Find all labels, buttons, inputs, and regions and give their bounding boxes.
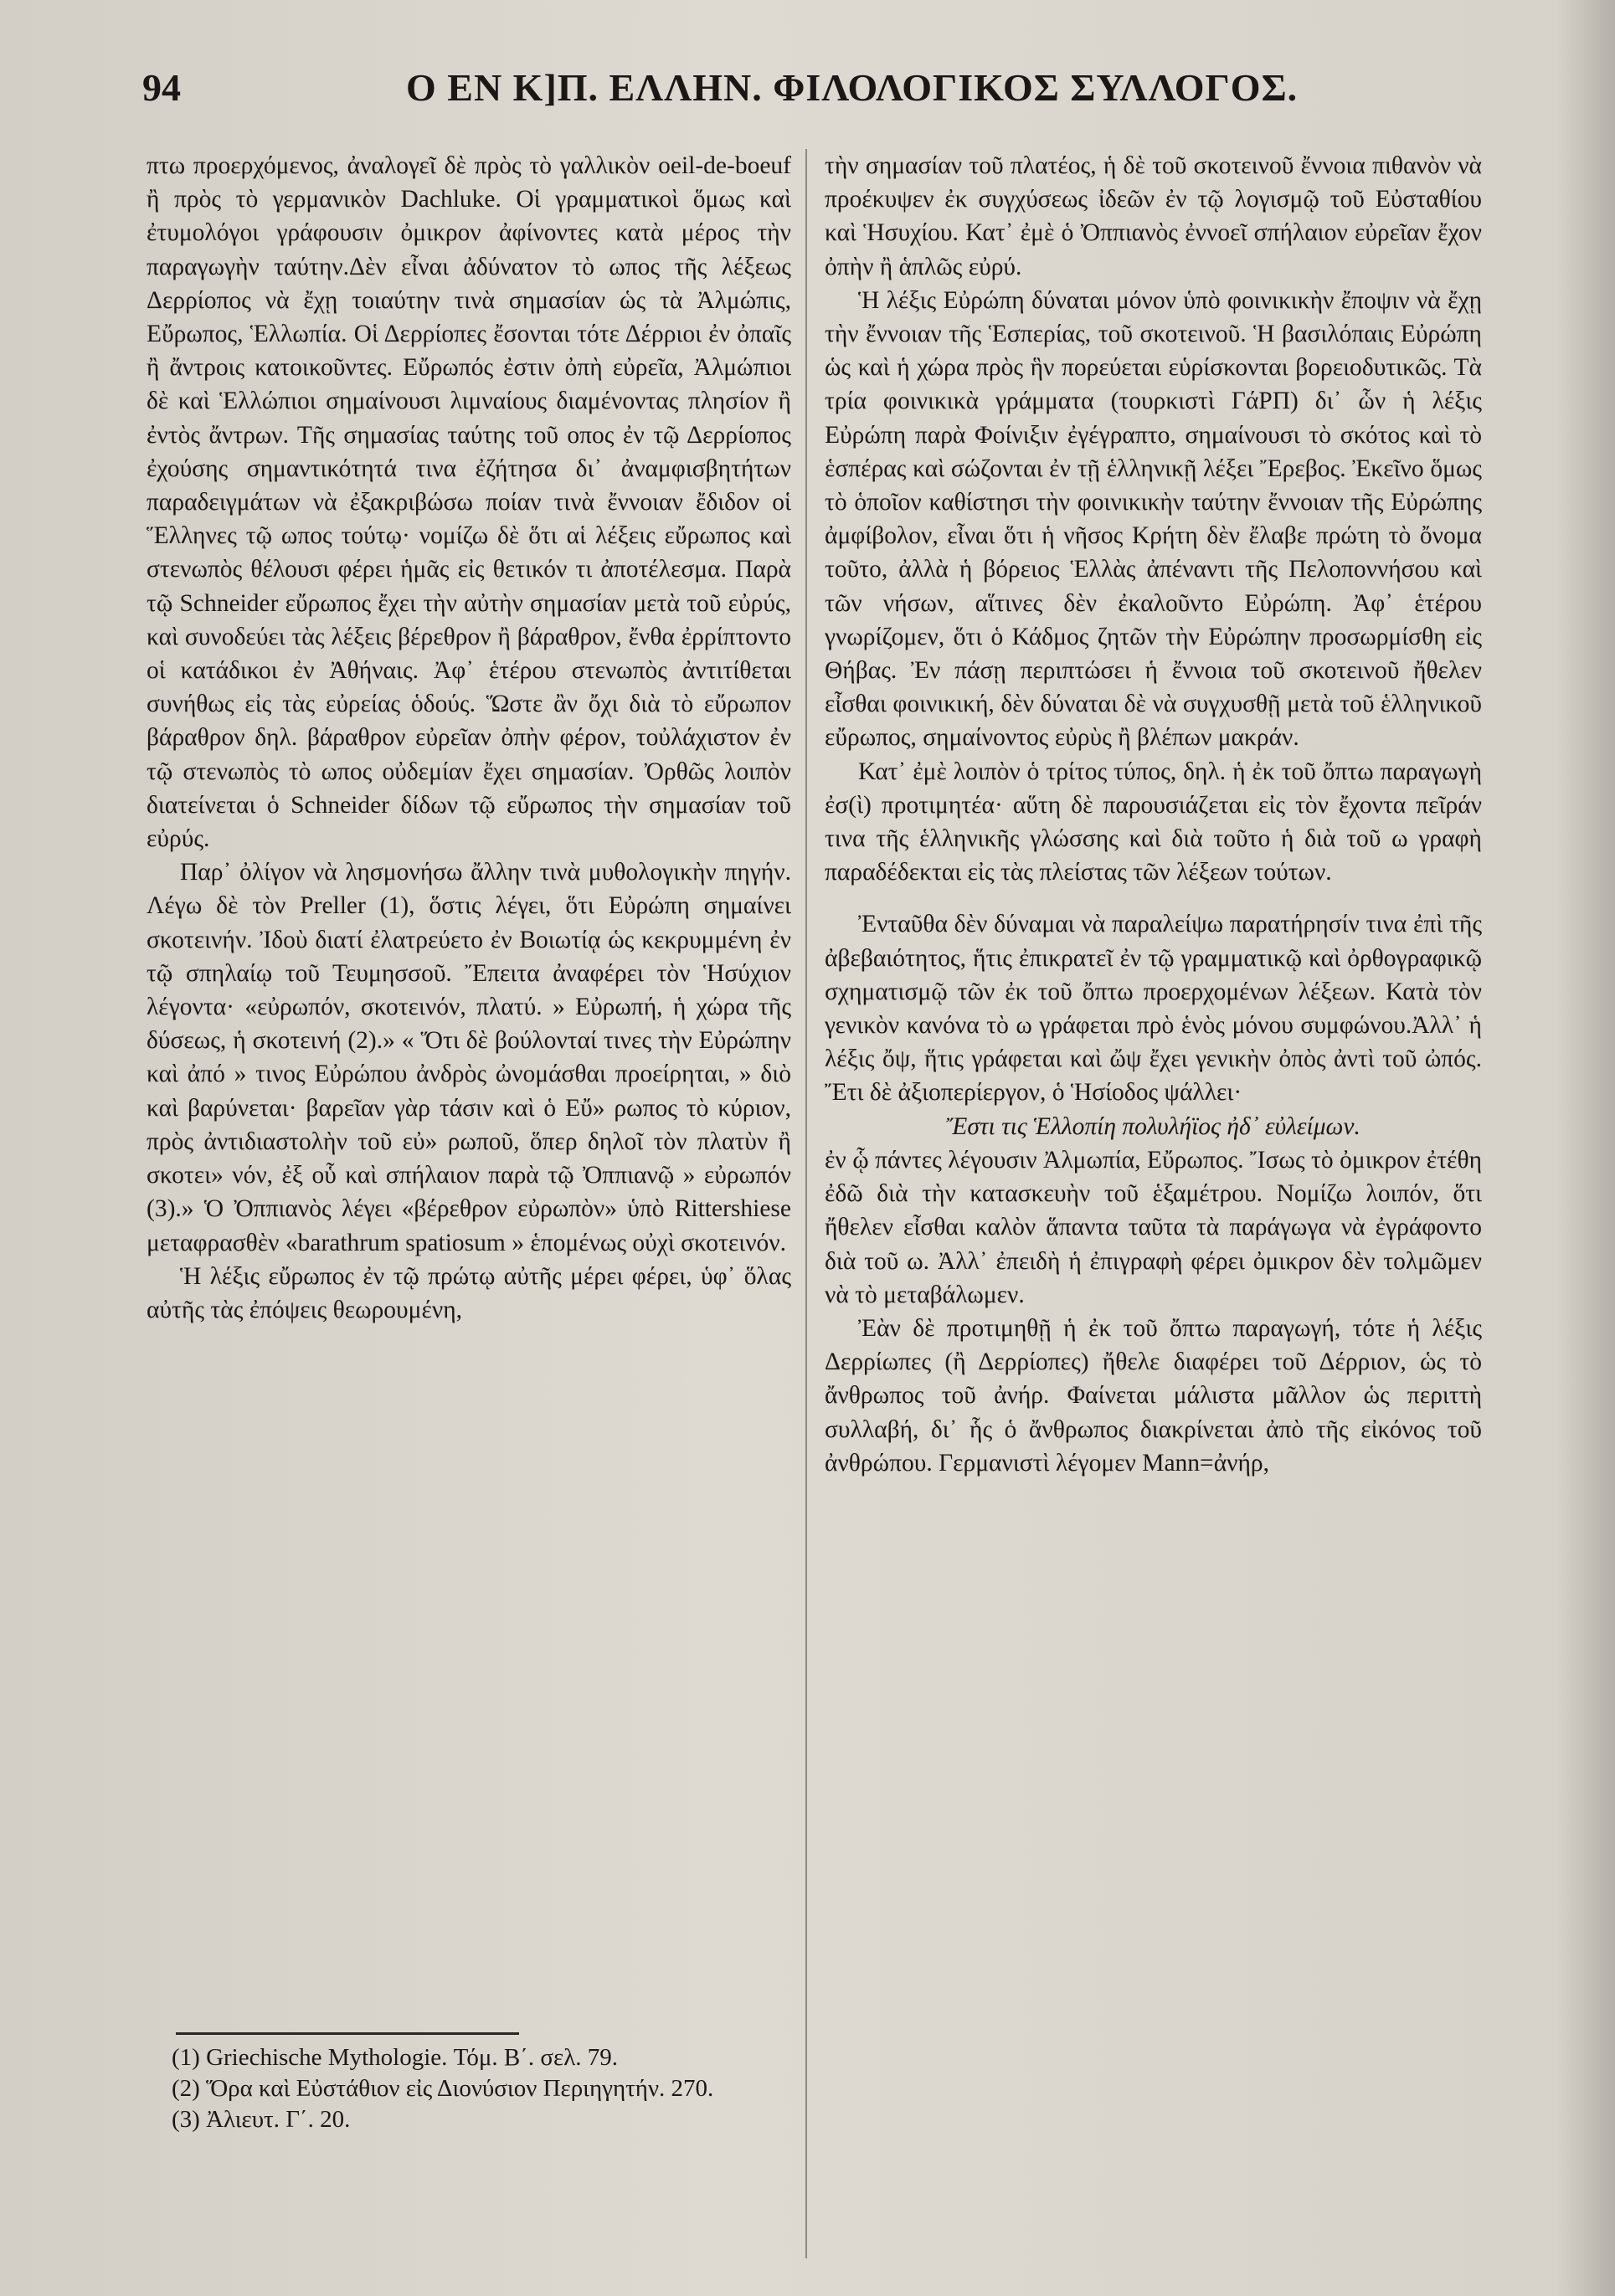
page-header	[142, 65, 1299, 132]
left-paragraph-3: Ἡ λέξις εὔρωπος ἐν τῷ πρώτῳ αὐτῆς μέρει φέρει, ὑφ᾽ ὅλας αὐτῆς τὰς ἐπόψεις θεωρουμένη,	[147, 1262, 791, 1323]
footnote-2: (2) Ὅρα καὶ Εὐστάθιον εἰς Διονύσιον Περιηγητήν. 270.	[172, 2075, 714, 2102]
left-paragraph-2: Παρ᾽ ὀλίγον νὰ λησμονήσω ἄλλην τινὰ μυθολογικὴν πηγήν. Λέγω δὲ τὸν Preller (1), ὅστις λέγει, ὅτι Εὐρώπη σημαίνει σκοτεινήν. Ἰδοὺ διατί ἐλατρεύετο ἐν Βοιωτίᾳ ὡς κεκρυμμένη ἐν τῷ σπηλαίῳ τοῦ Τευμησσοῦ. Ἔπειτα ἀναφέρει τὸν Ἡσύχιον λέγοντα· «εὐρωπόν, σκοτεινόν, πλατύ. » Εὐρωπή, ἡ χώρα τῆς δύσεως, ἡ σκοτεινή (2).» « Ὅτι δὲ βούλονταί τινες τὴν Εὐρώπην καὶ ἀπό » τινος Εὐρώπου ἀνδρὸς ὠνομάσθαι προείρηται, » διὸ καὶ βαρύνεται· βαρεῖαν γὰρ τάσιν καὶ ὁ Εὔ» ρωπος τὸ κύριον, πρὸς ἀντιδιαστολὴν τοῦ εὐ» ρωποῦ, ὅπερ δηλοῖ τὸν πλατὺν ἢ σκοτει» νόν, ἐξ οὗ καὶ σπήλαιον παρὰ τῷ Ὀππιανῷ » εὐρωπόν (3).» Ὁ Ὀππιανὸς λέγει «βέρεθρον εὐρωπὸν» ὑπὸ Rittershiese μεταφρασθὲν «barathrum spatiosum » ἑπομένως οὐχὶ σκοτεινόν.	[147, 859, 791, 1256]
binding-shadow	[1556, 0, 1615, 2296]
running-title: Ο ΕΝ Κ]Π. ΕΛΛΗΝ. ΦΙΛΟΛΟΓΙΚΟΣ ΣΥΛΛΟΓΟΣ.	[406, 66, 1299, 109]
right-paragraph-4: Ἐνταῦθα δὲν δύναμαι νὰ παραλείψω παρατήρησίν τινα ἐπὶ τῆς ἀβεβαιότητος, ἥτις ἐπικρατεῖ ἐν τῷ γραμματικῷ καὶ ὀρθογραφικῷ σχηματισμῷ τῶν ἐκ τοῦ ὄπτω προερχομένων λέξεων. Κατὰ τὸν γενικὸν κανόνα τὸ ω γράφεται πρὸ ἑνὸς μόνου συμφώνου.Ἀλλ᾽ ἡ λέξις ὄψ, ἥτις γράφεται καὶ ὤψ ἔχει γενικὴν ὀπὸς ἀντὶ τοῦ ὠπός. Ἔτι δὲ ἀξιοπερίεργον, ὁ Ἡσίοδος ψάλλει·	[825, 911, 1482, 1107]
right-paragraph-6: Ἐὰν δὲ προτιμηθῇ ἡ ἐκ τοῦ ὄπτω παραγωγή, τότε ἡ λέξις Δερρίωπες (ἢ Δερρίοπες) ἤθελε διαφέρει τοῦ Δέρριον, ὡς τὸ ἄνθρωπος τοῦ ἀνήρ. Φαίνεται μάλιστα μᾶλλον ὡς περιττὴ συλλαβή, δι᾽ ἧς ὁ ἄνθρωπος διακρίνεται ἀπὸ τῆς εἰκόνος τοῦ ἀνθρώπου. Γερμανιστὶ λέγομεν Mann=ἀνήρ,	[825, 1314, 1482, 1477]
right-column	[825, 149, 1482, 1480]
right-paragraph-1: τὴν σημασίαν τοῦ πλατέος, ἡ δὲ τοῦ σκοτεινοῦ ἔννοια πιθανὸν νὰ προέκυψεν ἐκ συγχύσεως ἰδεῶν ἐν τῷ λογισμῷ τοῦ Εὐσταθίου καὶ Ἡσυχίου. Κατ᾽ ἐμὲ ὁ Ὀππιανὸς ἐννοεῖ σπήλαιον εὐρεῖαν ἔχον ὀπὴν ἢ ἁπλῶς εὐρύ.	[825, 152, 1482, 280]
page-number: 94	[142, 66, 181, 109]
right-paragraph-3: Κατ᾽ ἐμὲ λοιπὸν ὁ τρίτος τύπος, δηλ. ἡ ἐκ τοῦ ὄπτω παραγωγὴ ἐσ(ὶ) προτιμητέα· αὕτη δὲ παρουσιάζεται εἰς τὸν ἔχοντα πεῖράν τινα τῆς ἑλληνικῆς γλώσσης καὶ διὰ τοῦτο ἡ διὰ τοῦ ω γραφὴ παραδέδεκται εἰς τὰς πλείστας τῶν λέξεων τούτων.	[825, 758, 1482, 886]
column-divider	[805, 149, 807, 2258]
footnote-divider	[176, 2032, 519, 2035]
verse-quotation: Ἔστι τις Ἑλλοπίη πολυλήϊος ἠδ᾽ εὐλείμων.	[946, 1112, 1360, 1140]
footnote-3: (3) Ἀλιευτ. Γ΄. 20.	[172, 2106, 351, 2133]
left-column	[147, 149, 791, 1327]
left-paragraph-1: πτω προερχόμενος, ἀναλογεῖ δὲ πρὸς τὸ γαλλικὸν oeil-de-boeuf ἢ πρὸς τὸ γερμανικὸν Dachluke. Οἱ γραμματικοὶ ὅμως καὶ ἐτυμολόγοι γράφουσιν ὀμικρον ἀφίνοντες κατὰ μέρος τὴν παραγωγὴν ταύτην.Δὲν εἶναι ἀδύνατον τὸ ωπος τῆς λέξεως Δερρίοπος νὰ ἔχῃ τοιαύτην τινὰ σημασίαν ὡς τὰ Ἀλμώπις, Εὔρωπος, Ἑλλωπία. Οἱ Δερρίοπες ἔσονται τότε Δέρριοι ἐν ὀπαῖς ἢ ἄντροις κατοικοῦντες. Εὔρωπός ἐστιν ὀπὴ εὐρεῖα, Ἀλμώπιοι δὲ καὶ Ἑλλώπιοι σημαίνουσι λιμναίους διαμένοντας πλησίον ἢ ἐντὸς ἄντρων. Τῆς σημασίας ταύτης τοῦ οπος ἐν τῷ Δερρίοπος ἐχούσης σημαντικότητά τινα ἐζήτησα δι᾽ ἀναμφισβητήτων παραδειγμάτων νὰ ἐξακριβώσω ποίαν τινὰ ἔννοιαν ἔδιδον οἱ Ἕλληνες τῷ ωπος τούτῳ· νομίζω δὲ ὅτι αἱ λέξεις εὔρωπος καὶ στενωπὸς θέλουσι φέρει ἡμᾶς εἰς θετικόν τι ἀποτέλεσμα. Παρὰ τῷ Schneider εὔρωπος ἔχει τὴν αὐτὴν σημασίαν μετὰ τοῦ εὐρύς, καὶ συνοδεύει τὰς λέξεις βέρεθρον ἢ βάραθρον, ἔνθα ἐρρίπτοντο οἱ κατάδικοι ἐν Ἀθήναις. Ἀφ᾽ ἑτέρου στενωπὸς ἀντιτίθεται συνήθως εἰς τὰς εὐρείας ὁδούς. Ὥστε ἂν ὄχι διὰ τὸ εὔρωπον βάραθρον δηλ. βάραθρον εὐρεῖαν ὀπὴν φέρον, τοὐλάχιστον ἐν τῷ στενωπὸς τὸ ωπος οὐδεμίαν ἔχει σημασίαν. Ὀρθῶς λοιπὸν διατείνεται ὁ Schneider δίδων τῷ εὔρωπος τὴν σημασίαν τοῦ εὐρύς.	[147, 152, 791, 853]
footnote-1: (1) Griechische Mythologie. Τόμ. Β΄. σελ. 79.	[172, 2044, 619, 2071]
right-paragraph-5: ἐν ᾧ πάντες λέγουσιν Ἀλμωπία, Εὔρωπος. Ἴσως τὸ ὀμικρον ἐτέθη ἐδῶ διὰ τὴν κατασκευὴν τοῦ ἑξαμέτρου. Νομίζω λοιπόν, ὅτι ἤθελεν εἶσθαι καλὸν ἅπαντα ταῦτα τὰ παράγωγα νὰ ἐγράφοντο διὰ τοῦ ω. Ἀλλ᾽ ἐπειδὴ ἡ ἐπιγραφὴ φέρει ὀμικρον δὲν τολμῶμεν νὰ τὸ μεταβάλωμεν.	[825, 1146, 1482, 1308]
right-paragraph-2: Ἡ λέξις Εὐρώπη δύναται μόνον ὑπὸ φοινικικὴν ἔποψιν νὰ ἔχῃ τὴν ἔννοιαν τῆς Ἑσπερίας, τοῦ σκοτεινοῦ. Ἡ βασιλόπαις Εὐρώπη ὡς καὶ ἡ χώρα πρὸς ἣν πορεύεται εὑρίσκονται βορειοδυτικῶς. Τὰ τρία φοινικικὰ γράμματα (τουρκιστὶ ΓάΡΠ) δι᾽ ὧν ἡ λέξις Εὐρώπη παρὰ Φοίνιξιν ἐγέγραπτο, σημαίνουσι τὸ σκότος καὶ τὸ ἑσπέρας καὶ σώζονται ἐν τῇ ἑλληνικῇ λέξει Ἔρεβος. Ἐκεῖνο ὅμως τὸ ὁποῖον καθίστησι τὴν φοινικικὴν ταύτην ἔννοιαν τῆς Εὐρώπης ἀμφίβολον, εἶναι ὅτι ἡ νῆσος Κρήτη δὲν ἔλαβε πρώτη τὸ ὄνομα τοῦτο, ἀλλὰ ἡ βόρειος Ἑλλὰς ἀπέναντι τῆς Πελοποννήσου καὶ τῶν νήσων, αἵτινες δὲν ἐκαλοῦντο Εὐρώπη. Ἀφ᾽ ἑτέρου γνωρίζομεν, ὅτι ὁ Κάδμος ζητῶν τὴν Εὐρώπην προσωρμίσθη εἰς Θήβας. Ἐν πάσῃ περιπτώσει ἡ ἔννοια τοῦ σκοτεινοῦ ἤθελεν εἶσθαι φοινικική, δὲν δύναται δὲ νὰ συγχυσθῇ μετὰ τοῦ ἑλληνικοῦ εὔρωπος, σημαίνοντος εὐρὺς ἢ βλέπων μακράν.	[825, 286, 1482, 752]
footnotes	[172, 2042, 783, 2135]
